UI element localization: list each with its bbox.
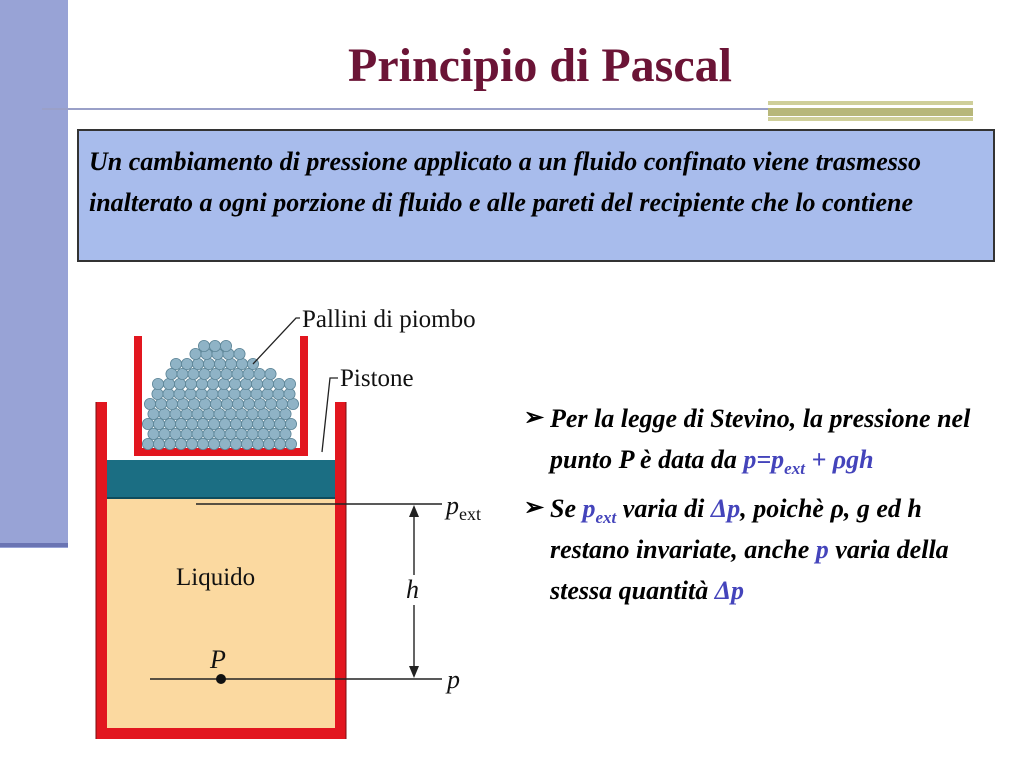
lead-pellet [214,358,225,369]
lead-pellet [241,418,252,429]
lead-pellet [164,438,175,449]
lead-pellet [207,388,218,399]
lead-pellet [210,398,221,409]
lead-pellet [234,348,245,359]
lead-pellet [192,358,203,369]
lead-pellet [190,348,201,359]
lead-pellet [148,428,159,439]
lead-pellet [258,408,269,419]
lead-pellet [243,368,254,379]
lead-pellet [144,398,155,409]
label-pext: $p_{ext}$ [446,491,481,524]
lead-pellet [247,408,258,419]
label-liquid: Liquido [176,564,256,591]
lead-pellet [276,398,287,409]
lead-pellet [232,368,243,379]
bullet-stevino [524,398,1004,480]
lead-pellet [203,428,214,439]
lead-pellet [152,378,163,389]
lead-pellet [230,418,241,429]
lead-pellet [196,378,207,389]
lead-pellet [175,418,186,429]
lead-pellet [185,388,196,399]
lead-pellet [284,388,295,399]
lead-pellet [280,428,291,439]
lead-pellet [269,408,280,419]
lead-pellet [174,378,185,389]
lead-pellet [285,418,296,429]
lead-pellet [208,438,219,449]
lead-pellet [229,388,240,399]
lead-pellet [142,418,153,429]
lead-pellet [229,378,240,389]
side-accent-line [0,543,68,547]
lead-pellet [219,418,230,429]
lead-pellet [159,428,170,439]
lead-pellet [258,428,269,439]
lead-pellet [284,378,295,389]
lead-pellet [170,408,181,419]
lead-pellet [175,438,186,449]
lead-pellet [181,408,192,419]
slide-title: Principio di Pascal [348,39,732,92]
lead-pellet [207,378,218,389]
lead-pellet [164,418,175,429]
title-accent-stripes [768,101,973,121]
lead-pellet [252,418,263,429]
lead-pellet [208,418,219,429]
lead-pellet [225,428,236,439]
lead-pellet [236,358,247,369]
lead-pellet [263,418,274,429]
lead-pellet [153,438,164,449]
lead-pellet [225,408,236,419]
lead-pellet [232,398,243,409]
bullet-list [524,398,1004,619]
lead-pellet [177,368,188,379]
bullet-arrow-icon: ➢ [524,405,545,431]
bullet-pascal [524,488,1004,611]
lead-pellet [214,408,225,419]
lead-pellet [274,438,285,449]
lead-pellet [198,340,209,351]
lead-pellet [203,408,214,419]
lead-pellet [155,398,166,409]
lead-pellet [265,398,276,409]
lead-pellet [199,368,210,379]
lead-pellet [163,388,174,399]
lead-pellet [203,358,214,369]
lead-pellet [220,340,231,351]
lead-pellet [269,428,280,439]
lead-pellet [243,398,254,409]
lead-pellet [262,388,273,399]
lead-pellet [214,428,225,439]
side-accent-bar [0,0,68,548]
lead-pellet [219,438,230,449]
lead-pellet [221,398,232,409]
lead-pellet [273,388,284,399]
lead-pellet [199,398,210,409]
lead-pellet [265,368,276,379]
lead-pellet [218,378,229,389]
label-h: h [406,575,419,604]
lead-pellet [159,408,170,419]
lead-pellet [196,388,207,399]
definition-box [77,129,995,262]
lead-pellet [247,428,258,439]
lead-pellet [163,378,174,389]
lead-pellet [285,438,296,449]
liquid [107,498,335,728]
lead-pellet [142,438,153,449]
lead-pellet [262,378,273,389]
pellets-leader [253,318,300,364]
lead-pellet [153,418,164,429]
lead-pellet [254,368,265,379]
pascal-figure [88,296,528,746]
lead-pellet [148,408,159,419]
lead-pellet [236,428,247,439]
lead-pellet [251,378,262,389]
lead-pellet [185,378,196,389]
lead-pellet [210,368,221,379]
lead-pellet [263,438,274,449]
piston [107,460,335,498]
lead-pellet [274,418,285,429]
lead-pellet [197,418,208,429]
lead-pellet [170,358,181,369]
lead-pellet [181,428,192,439]
lead-pellet [251,388,262,399]
lead-pellet [181,358,192,369]
bullet-text: Per la legge di Stevino, la pressione nel punto P è data da $p=p_{ext} + \rho gh$ [550,404,971,478]
lead-pellet [287,398,298,409]
lead-pellet [254,398,265,409]
bullet-text: Se $p_{ext}$ varia di Δp, poichè ρ, g ed h restano invariate, anche p varia della stessa quantità Δp [550,494,949,605]
lead-pellet [241,438,252,449]
lead-pellet [240,388,251,399]
bullet-arrow-icon: ➢ [524,495,545,521]
lead-pellet [273,378,284,389]
lead-pellet [218,388,229,399]
lead-pellet [177,398,188,409]
lead-pellet [280,408,291,419]
lead-pellet [236,408,247,419]
lead-pellet [209,340,220,351]
label-p: p [447,665,460,694]
lead-pellet [197,438,208,449]
lead-pellet [186,438,197,449]
lead-pellet [221,368,232,379]
lead-pellet [188,368,199,379]
label-pellets: Pallini di piombo [302,306,476,333]
lead-pellet [192,408,203,419]
lead-pellet [174,388,185,399]
label-piston: Pistone [340,365,414,392]
lead-pellet [188,398,199,409]
definition-text: Un cambiamento di pressione applicato a un fluido confinato viene trasmesso inalterato a ogni porzione di fluido e alle pareti del recipiente che lo contiene [89,147,922,217]
lead-pellet [225,358,236,369]
lead-pellet [166,398,177,409]
lead-pellet [186,418,197,429]
lead-pellet [192,428,203,439]
lead-pellet [240,378,251,389]
lead-pellet [252,438,263,449]
lead-pellet [230,438,241,449]
lead-pellets [142,340,298,449]
label-point-p: P [210,645,226,674]
lead-pellet [166,368,177,379]
point-p-marker [216,674,226,684]
lead-pellet [170,428,181,439]
lead-pellet [152,388,163,399]
